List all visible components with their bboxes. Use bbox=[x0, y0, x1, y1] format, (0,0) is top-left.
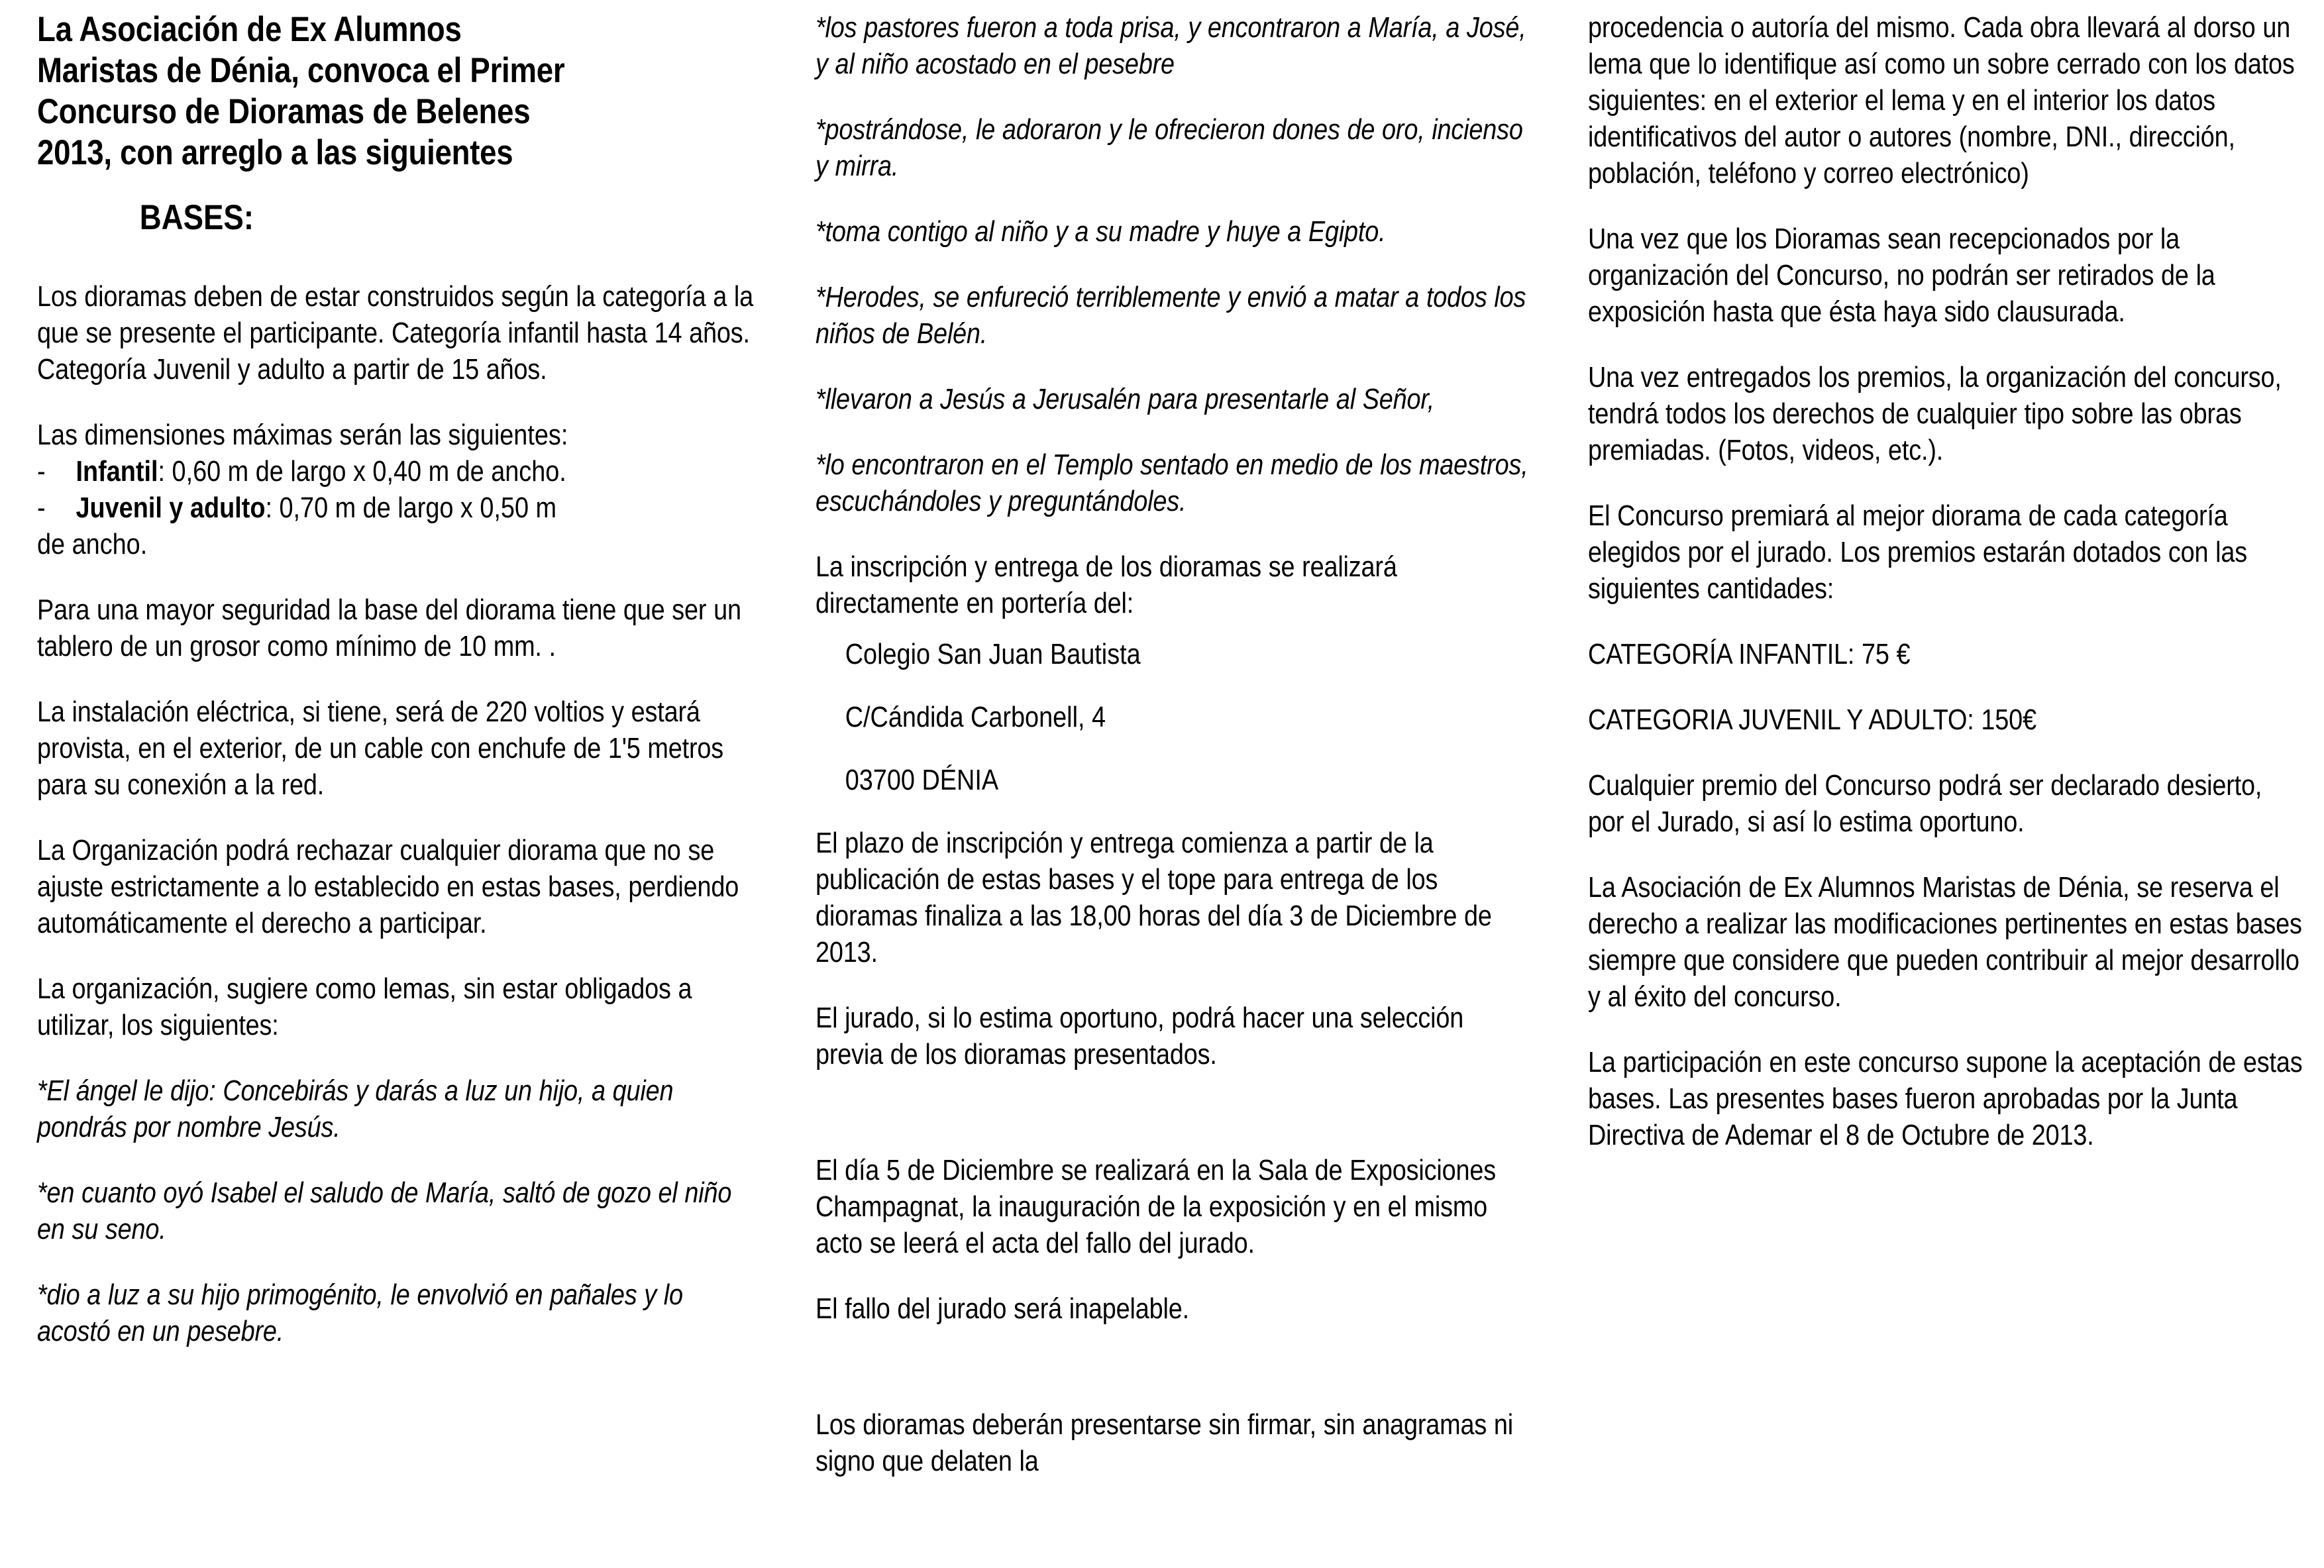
paragraph-inscripcion: La inscripción y entrega de los dioramas se realizará directamente en portería del: bbox=[816, 550, 1398, 619]
dimension-item-infantil bbox=[37, 453, 755, 490]
dimension-value-juvenil: : 0,70 m de largo x 0,50 m bbox=[265, 492, 557, 524]
paragraph-categorias: Los dioramas deben de estar construidos según la categoría a la que se presente el participante. Categoría infantil hasta 14 años. Categoría Juvenil y adulto a partir de 15 años. bbox=[37, 280, 754, 386]
paragraph-rechazar-diorama: La Organización podrá rechazar cualquier diorama que no se ajuste estrictamente a lo establecido en estas bases, perdiendo automáticamente el derecho a participar. bbox=[37, 834, 739, 939]
bible-quote-6: *toma contigo al niño y a su madre y huye a Egipto. bbox=[816, 215, 1386, 248]
paragraph-fallo-inapelable: El fallo del jurado será inapelable. bbox=[816, 1292, 1190, 1325]
address-line-organization: Colegio San Juan Bautista bbox=[845, 638, 1141, 670]
bible-quote-9: *lo encontraron en el Templo sentado en medio de los maestros, escuchándoles y preguntándoles. bbox=[816, 448, 1528, 517]
paragraph-premio-desierto: Cualquier premio del Concurso podrá ser declarado desierto, por el Jurado, si así lo estima oportuno. bbox=[1587, 769, 2262, 838]
address-line-city: 03700 DÉNIA bbox=[845, 764, 999, 796]
column-three bbox=[1550, 9, 2324, 1153]
bible-quote-5: *postrándose, le adoraron y le ofrecieron dones de oro, incienso y mirra. bbox=[816, 113, 1524, 182]
paragraph-jurado-seleccion: El jurado, si lo estima oportuno, podrá hacer una selección previa de los dioramas presentados. bbox=[816, 1002, 1464, 1071]
paragraph-premios-intro: El Concurso premiará al mejor diorama de cada categoría elegidos por el jurado. Los premios estarán dotados con las siguientes cantidades: bbox=[1587, 499, 2247, 605]
bible-quote-8: *llevaron a Jesús a Jerusalén para presentarle al Señor, bbox=[816, 383, 1435, 415]
paragraph-dimensiones-intro: Las dimensiones máximas serán las siguientes: bbox=[37, 419, 568, 451]
title-line-1: La Asociación de Ex Alumnos bbox=[37, 10, 462, 49]
bible-quote-4: *los pastores fueron a toda prisa, y encontraron a María, a José, y al niño acostado en el pesebre bbox=[816, 11, 1526, 80]
paragraph-inauguracion: El día 5 de Diciembre se realizará en la Sala de Exposiciones Champagnat, la inauguración de la exposición y en el mismo acto se leerá el acta del fallo del jurado. bbox=[816, 1154, 1497, 1259]
address-line-street: C/Cándida Carbonell, 4 bbox=[845, 701, 1106, 733]
title-line-3: Concurso de Dioramas de Belenes bbox=[37, 92, 531, 131]
dimension-item-juvenil bbox=[37, 490, 755, 526]
document-title bbox=[37, 9, 755, 174]
bible-quote-3: *dio a luz a su hijo primogénito, le envolvió en pañales y lo acostó en un pesebre. bbox=[37, 1279, 683, 1347]
paragraph-lemas-intro: La organización, sugiere como lemas, sin estar obligados a utilizar, los siguientes: bbox=[37, 972, 692, 1041]
paragraph-procedencia-autoria: procedencia o autoría del mismo. Cada obra llevará al dorso un lema que lo identifique así como un sobre cerrado con los datos siguientes: en el exterior el lema y en el interior los datos identificativos del autor o autores (nombre, DNI., dirección, población, teléfono y correo electrónico) bbox=[1587, 11, 2295, 189]
bases-heading: BASES: bbox=[139, 198, 254, 237]
paragraph-plazo-entrega: El plazo de inscripción y entrega comienza a partir de la publicación de estas bases y el tope para entrega de los dioramas finaliza a las 18,00 horas del día 3 de Diciembre de 2013. bbox=[816, 827, 1493, 968]
dimension-label-juvenil: Juvenil y adulto bbox=[76, 492, 266, 524]
bible-quote-2: *en cuanto oyó Isabel el saludo de María, saltó de gozo el niño en su seno. bbox=[37, 1176, 732, 1245]
paragraph-base-grosor: Para una mayor seguridad la base del diorama tiene que ser un tablero de un grosor como mínimo de 10 mm. . bbox=[37, 594, 741, 662]
paragraph-sin-firmar: Los dioramas deberán presentarse sin firmar, sin anagramas ni signo que delaten la bbox=[816, 1408, 1514, 1477]
paragraph-modificaciones-bases: La Asociación de Ex Alumnos Maristas de Dénia, se reserva el derecho a realizar las modificaciones pertinentes en estas bases siempre que considere que pueden contribuir al mejor desarrollo y al éxito del concurso. bbox=[1587, 871, 2302, 1013]
paragraph-aceptacion-bases: La participación en este concurso supone la aceptación de estas bases. Las presentes bases fueron aprobadas por la Junta Directiva de Ademar el 8 de Octubre de 2013. bbox=[1587, 1046, 2303, 1151]
paragraph-instalacion-electrica: La instalación eléctrica, si tiene, será de 220 voltios y estará provista, en el exterior, de un cable con enchufe de 1'5 metros para su conexión a la red. bbox=[37, 696, 724, 801]
prize-categoria-infantil: CATEGORÍA INFANTIL: 75 € bbox=[1587, 638, 1911, 670]
bible-quote-7: *Herodes, se enfureció terriblemente y envió a matar a todos los niños de Belén. bbox=[816, 281, 1526, 350]
dimension-label-infantil: Infantil bbox=[76, 455, 158, 488]
dimension-value-infantil: : 0,60 m de largo x 0,40 m de ancho. bbox=[158, 455, 566, 488]
dimension-juvenil-continuation: de ancho. bbox=[37, 528, 148, 560]
bible-quote-1: *El ángel le dijo: Concebirás y darás a luz un hijo, a quien pondrás por nombre Jesús. bbox=[37, 1074, 674, 1143]
paragraph-derechos-obras: Una vez entregados los premios, la organización del concurso, tendrá todos los derechos de cualquier tipo sobre las obras premiadas. (Fotos, videos, etc.). bbox=[1587, 361, 2282, 466]
prize-categoria-juvenil-adulto: CATEGORIA JUVENIL Y ADULTO: 150€ bbox=[1587, 704, 2036, 736]
column-two bbox=[774, 9, 1549, 1479]
paragraph-recepcionados: Una vez que los Dioramas sean recepcionados por la organización del Concurso, no podrán ser retirados de la exposición hasta que ésta haya sido clausurada. bbox=[1587, 223, 2215, 328]
column-one bbox=[0, 9, 774, 1379]
title-line-2: Maristas de Dénia, convoca el Primer bbox=[37, 51, 565, 90]
list-dash: - bbox=[37, 455, 46, 488]
title-line-4: 2013, con arreglo a las siguientes bbox=[37, 133, 513, 172]
list-dash: - bbox=[37, 492, 46, 524]
